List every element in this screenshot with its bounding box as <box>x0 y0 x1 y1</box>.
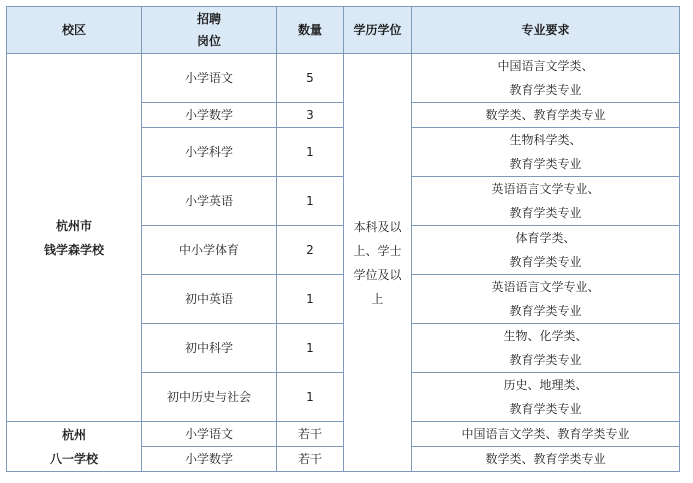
major-cell <box>412 177 680 226</box>
header-campus: 校区 <box>7 7 142 54</box>
major-cell <box>412 226 680 275</box>
campus-name-line1: 杭州 <box>61 427 86 442</box>
major-line: 教育学类专业 <box>509 206 582 220</box>
major-line: 生物科学类、 <box>509 133 582 147</box>
education-line: 本科及以 <box>353 219 402 234</box>
major-line: 教育学类专业 <box>509 83 582 97</box>
position-cell: 初中英语 <box>142 275 277 324</box>
position-cell: 初中科学 <box>142 324 277 373</box>
major-cell <box>412 422 680 447</box>
major-line: 教育学类专业 <box>509 255 582 269</box>
count-cell: 1 <box>277 177 344 226</box>
position-cell: 中小学体育 <box>142 226 277 275</box>
major-line: 历史、地理类、 <box>503 378 588 392</box>
campus-name-line2: 八一学校 <box>49 451 98 466</box>
major-line: 体育学类、 <box>515 231 576 245</box>
major-cell <box>412 54 680 103</box>
count-cell: 1 <box>277 373 344 422</box>
count-cell: 3 <box>277 103 344 128</box>
major-cell <box>412 324 680 373</box>
major-line: 中国语言文学类、教育学类专业 <box>461 427 630 441</box>
campus-name-line2: 钱学森学校 <box>43 242 104 257</box>
education-line: 上 <box>371 291 384 306</box>
position-cell: 小学语文 <box>142 54 277 103</box>
major-line: 英语语言文学专业、 <box>491 280 600 294</box>
recruitment-table <box>6 6 680 472</box>
major-line: 教育学类专业 <box>509 304 582 318</box>
header-row <box>7 7 680 54</box>
count-cell: 2 <box>277 226 344 275</box>
header-degree: 学历学位 <box>344 7 412 54</box>
count-cell: 若干 <box>277 447 344 472</box>
count-cell: 若干 <box>277 422 344 447</box>
position-cell: 小学数学 <box>142 447 277 472</box>
major-line: 数学类、教育学类专业 <box>485 108 606 122</box>
major-cell <box>412 447 680 472</box>
count-cell: 1 <box>277 275 344 324</box>
education-line: 学位及以 <box>353 267 402 282</box>
major-line: 生物、化学类、 <box>503 329 588 343</box>
major-line: 教育学类专业 <box>509 353 582 367</box>
major-cell <box>412 128 680 177</box>
header-major: 专业要求 <box>412 7 680 54</box>
header-position <box>142 7 277 54</box>
position-cell: 小学科学 <box>142 128 277 177</box>
table-row <box>7 422 680 447</box>
header-count: 数量 <box>277 7 344 54</box>
position-cell: 小学英语 <box>142 177 277 226</box>
table-row <box>7 54 680 103</box>
campus-name-cell <box>7 54 142 422</box>
major-line: 数学类、教育学类专业 <box>485 452 606 466</box>
position-cell: 小学数学 <box>142 103 277 128</box>
count-cell: 5 <box>277 54 344 103</box>
campus-name-cell <box>7 422 142 472</box>
major-cell <box>412 103 680 128</box>
major-line: 中国语言文学类、 <box>497 59 594 73</box>
position-cell: 小学语文 <box>142 422 277 447</box>
major-line: 教育学类专业 <box>509 402 582 416</box>
header-position-line1: 招聘 <box>196 12 221 26</box>
major-cell <box>412 275 680 324</box>
major-line: 英语语言文学专业、 <box>491 182 600 196</box>
count-cell: 1 <box>277 324 344 373</box>
position-cell: 初中历史与社会 <box>142 373 277 422</box>
campus-name-line1: 杭州市 <box>55 218 92 233</box>
education-requirement-cell <box>344 54 412 472</box>
major-cell <box>412 373 680 422</box>
count-cell: 1 <box>277 128 344 177</box>
header-position-line2: 岗位 <box>196 34 221 48</box>
education-line: 上、学士 <box>353 243 402 258</box>
major-line: 教育学类专业 <box>509 157 582 171</box>
